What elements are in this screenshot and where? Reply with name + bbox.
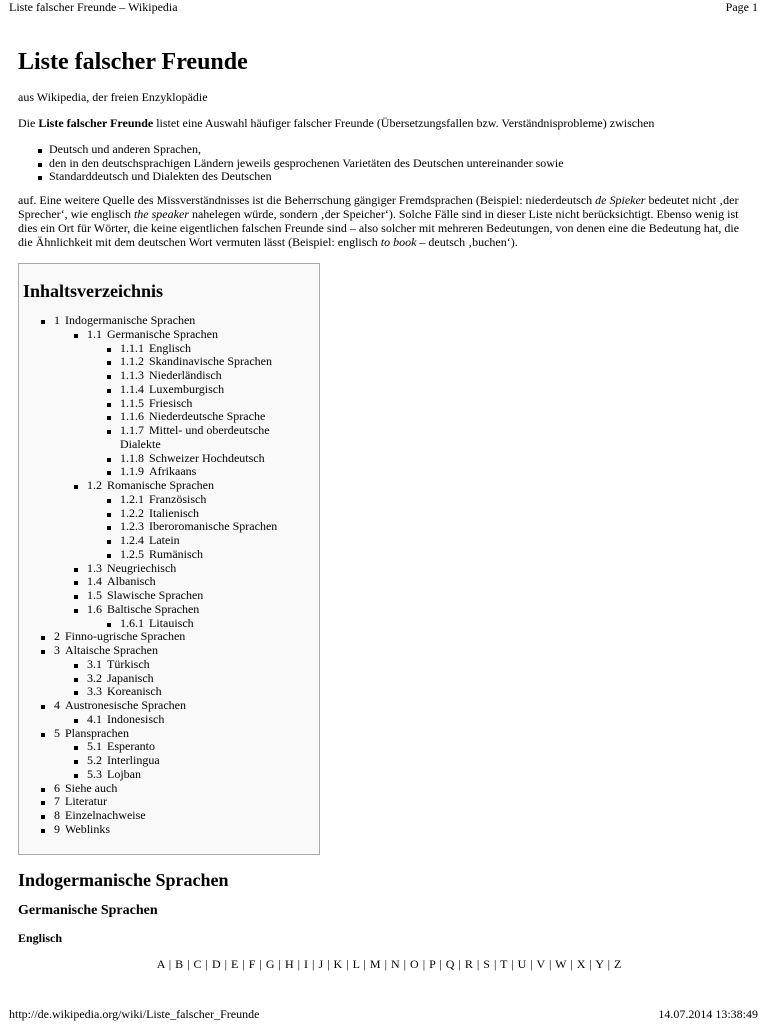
toc-link[interactable]: Mittel- und oberdeutsche Dialekte: [120, 423, 270, 451]
section-heading: Indogermanische Sprachen: [18, 870, 229, 890]
toc-number: 1.1.7: [120, 423, 144, 437]
alphabet-separator: |: [164, 957, 176, 971]
toc-number: 6: [54, 780, 60, 795]
toc-item[interactable]: [74, 603, 311, 631]
alphabet-letter-link[interactable]: K: [333, 957, 343, 971]
toc-link[interactable]: Litauisch: [149, 615, 194, 630]
alphabet-letter-link[interactable]: Z: [613, 957, 622, 971]
alphabet-letter-link[interactable]: L: [352, 957, 360, 971]
toc-item[interactable]: [41, 314, 311, 630]
alphabet-letter-link[interactable]: O: [410, 957, 419, 971]
toc-sublist: [54, 740, 311, 781]
alphabet-separator: |: [544, 957, 556, 971]
toc-sublist: [87, 342, 311, 480]
toc-number: 1.4: [87, 574, 102, 589]
intro-bullet-list: [38, 143, 564, 184]
toc-link[interactable]: Baltische Sprachen: [107, 601, 200, 616]
alphabet-separator: |: [201, 957, 212, 971]
toc-link[interactable]: Türkisch: [107, 656, 150, 671]
alphabet-letter-link[interactable]: W: [555, 957, 567, 971]
toc-number: 1.6: [87, 601, 102, 616]
alphabet-separator: |: [435, 957, 446, 971]
toc-item[interactable]: [107, 507, 311, 521]
toc-link[interactable]: Indonesisch: [107, 711, 165, 726]
intro-suffix: listet eine Auswahl häufiger falscher Freunde (Übersetzungsfallen bzw. Verständnisprobleme) zwischen: [153, 116, 655, 130]
para-text: – deutsch ‚buchen‘).: [416, 235, 518, 249]
toc-list: [41, 314, 311, 837]
toc-item[interactable]: [107, 410, 311, 424]
alphabet-separator: |: [323, 957, 334, 971]
toc-sublist: [87, 493, 311, 562]
toc-item[interactable]: [107, 493, 311, 507]
intro-paragraph: [18, 193, 748, 249]
subsection-heading: Germanische Sprachen: [18, 903, 158, 918]
para-text: auf. Eine weitere Quelle des Missverständnisses ist die Beherrschung gängiger Fremdsprachen (Beispiel: niederdeutsch: [18, 193, 596, 207]
toc-link[interactable]: Einzelnachweise: [65, 808, 146, 822]
toc-link[interactable]: Friesisch: [149, 395, 193, 410]
toc-item[interactable]: [107, 617, 311, 631]
toc-item[interactable]: [41, 630, 311, 644]
toc-item[interactable]: [107, 520, 311, 534]
toc-number: 1.1.3: [120, 368, 144, 382]
toc-item[interactable]: [74, 713, 311, 727]
toc-link[interactable]: Luxemburgisch: [149, 381, 225, 396]
toc-item[interactable]: [107, 424, 311, 452]
alphabet-separator: |: [293, 957, 305, 971]
alphabet-separator: |: [380, 957, 391, 971]
alphabet-separator: |: [238, 957, 249, 971]
alphabet-separator: |: [566, 957, 577, 971]
alphabet-separator: |: [585, 957, 596, 971]
alphabet-letter-link[interactable]: P: [429, 957, 436, 971]
toc-number: 3: [54, 643, 60, 657]
toc-number: 3.2: [87, 670, 102, 685]
toc-link[interactable]: Slawische Sprachen: [107, 588, 204, 602]
alphabet-separator: |: [220, 957, 232, 971]
alphabet-separator: |: [359, 957, 370, 971]
print-header-page: Page 1: [725, 0, 758, 14]
page-tagline: aus Wikipedia, der freien Enzyklopädie: [18, 90, 208, 104]
alphabet-separator: |: [489, 957, 501, 971]
toc-link[interactable]: Interlingua: [107, 753, 160, 767]
toc-link[interactable]: Rumänisch: [149, 546, 203, 561]
toc-item[interactable]: [107, 534, 311, 548]
toc-number: 7: [54, 794, 60, 809]
toc-item[interactable]: [107, 369, 311, 383]
toc-sublist: [54, 658, 311, 699]
toc-item[interactable]: [41, 644, 311, 699]
intro-bold-term: Liste falscher Freunde: [38, 116, 154, 130]
toc-link[interactable]: Afrikaans: [149, 464, 197, 479]
toc-link[interactable]: Neugriechisch: [107, 560, 177, 575]
toc-number: 1.5: [87, 588, 102, 602]
alphabet-letter-link[interactable]: U: [517, 957, 527, 971]
subsubsection-heading: Englisch: [18, 931, 63, 945]
alphabet-letter-link[interactable]: Y: [595, 957, 604, 971]
alphabet-letter-link[interactable]: R: [464, 957, 473, 971]
toc-link[interactable]: Japanisch: [107, 670, 154, 685]
toc-item[interactable]: [41, 699, 311, 727]
alphabet-letter-link[interactable]: T: [500, 957, 508, 971]
toc-item[interactable]: [74, 575, 311, 589]
intro-bullet: Standarddeutsch und Dialekten des Deutschen: [38, 170, 564, 184]
toc-item[interactable]: [74, 685, 311, 699]
toc-item[interactable]: [74, 658, 311, 672]
alphabet-separator: |: [342, 957, 353, 971]
alphabet-letter-link[interactable]: B: [175, 957, 184, 971]
toc-link[interactable]: Niederländisch: [149, 368, 222, 382]
toc-link[interactable]: Weblinks: [65, 821, 111, 836]
toc-number: 3.3: [87, 684, 102, 699]
toc-link[interactable]: Literatur: [65, 794, 107, 809]
toc-number: 1.3: [87, 560, 102, 575]
toc-item[interactable]: [41, 809, 311, 823]
alphabet-separator: |: [308, 957, 319, 971]
alphabet-separator: |: [255, 957, 266, 971]
para-example: to book: [380, 235, 417, 249]
alphabet-separator: |: [183, 957, 194, 971]
toc-item[interactable]: [74, 479, 311, 562]
toc-item[interactable]: [107, 383, 311, 397]
toc-number: 4: [54, 698, 60, 712]
toc-link[interactable]: Romanische Sprachen: [107, 478, 214, 492]
toc-number: 1.1.6: [120, 409, 144, 424]
toc-number: 1.1.9: [120, 464, 144, 479]
toc-number: 1.1: [87, 326, 102, 341]
toc-number: 8: [54, 808, 60, 822]
intro-prefix: Die: [18, 116, 39, 130]
toc-number: 1.1.4: [120, 381, 144, 396]
toc-item[interactable]: [107, 548, 311, 562]
toc-item[interactable]: [74, 589, 311, 603]
alphabet-letter-link[interactable]: F: [248, 957, 256, 971]
alphabet-separator: |: [454, 957, 465, 971]
alphabet-letter-link[interactable]: C: [193, 957, 202, 971]
toc-link[interactable]: Französisch: [149, 491, 207, 506]
alphabet-letter-link[interactable]: X: [576, 957, 586, 971]
alphabet-letter-link[interactable]: D: [211, 957, 221, 971]
toc-link[interactable]: Plansprachen: [65, 725, 129, 740]
toc-link[interactable]: Skandinavische Sprachen: [149, 354, 272, 369]
para-example: the speaker: [133, 207, 189, 221]
toc-item[interactable]: [74, 328, 311, 479]
toc-number: 1.1.5: [120, 395, 144, 410]
toc-number: 1.2.1: [120, 491, 144, 506]
toc-item[interactable]: [107, 342, 311, 356]
toc-item[interactable]: [74, 562, 311, 576]
alphabet-separator: |: [472, 957, 484, 971]
toc-number: 1.1.1: [120, 340, 144, 355]
toc-item[interactable]: [41, 823, 311, 837]
toc-item[interactable]: [107, 355, 311, 369]
toc-link[interactable]: Albanisch: [107, 574, 156, 589]
alphabet-letter-link[interactable]: M: [369, 957, 381, 971]
toc-link[interactable]: Iberoromanische Sprachen: [149, 519, 278, 534]
print-footer-url: http://de.wikipedia.org/wiki/Liste_falscher_Freunde: [9, 1007, 260, 1021]
toc-item[interactable]: [74, 754, 311, 768]
toc-link[interactable]: Niederdeutsche Sprache: [149, 409, 266, 424]
toc-number: 1.2: [87, 478, 102, 492]
toc-link[interactable]: Siehe auch: [65, 780, 118, 795]
alphabet-letter-link[interactable]: E: [231, 957, 239, 971]
para-text: bedeutet nicht ‚der Sprecher‘, wie englisch: [18, 193, 739, 221]
print-footer-timestamp: 14.07.2014 13:38:49: [658, 1007, 758, 1021]
alphabet-letter-link[interactable]: Q: [445, 957, 455, 971]
toc-number: 2: [54, 629, 60, 644]
toc-number: 4.1: [87, 711, 102, 726]
alphabet-separator: |: [526, 957, 537, 971]
toc-sublist: [54, 328, 311, 631]
toc-link[interactable]: Latein: [149, 533, 180, 547]
alphabet-letter-link[interactable]: H: [284, 957, 294, 971]
toc-title: Inhaltsverzeichnis: [23, 281, 164, 301]
toc-number: 5.3: [87, 766, 102, 781]
toc-item[interactable]: [107, 452, 311, 466]
print-header-title: Liste falscher Freunde – Wikipedia: [9, 0, 178, 14]
para-example: de Spieker: [595, 193, 646, 207]
alphabet-letter-link[interactable]: A: [156, 957, 165, 971]
alphabet-separator: |: [399, 957, 411, 971]
toc-link[interactable]: Lojban: [107, 766, 141, 781]
toc-number: 1.1.2: [120, 354, 144, 369]
toc-link[interactable]: Englisch: [149, 340, 191, 355]
para-text: nahelegen würde, sondern ‚der Speicher‘). Solche Fälle sind in dieser Liste nicht berücksichtigt. Ebenso wenig ist dies ein Ort für Wörter, die keine eigentlichen falschen Freunde sind – also solcher mit mehreren Bedeutungen, von denen eine die Bedeutung hat, die die Ähnlichkeit mit dem deutschen Wort vermuten lässt (Beispiel: englisch: [18, 207, 740, 249]
alphabet-separator: |: [418, 957, 430, 971]
toc-link[interactable]: Esperanto: [107, 739, 155, 754]
alphabet-letter-link[interactable]: S: [483, 957, 490, 971]
toc-item[interactable]: [74, 768, 311, 782]
toc-number: 5.2: [87, 753, 102, 767]
toc-number: 5: [54, 725, 60, 740]
toc-number: 9: [54, 821, 60, 836]
toc-sublist: [54, 713, 311, 727]
alphabet-letter-link[interactable]: V: [536, 957, 545, 971]
toc-sublist: [87, 617, 311, 631]
toc-link[interactable]: Indogermanische Sprachen: [65, 313, 196, 327]
page-title: Liste falscher Freunde: [18, 49, 248, 75]
intro-text: [18, 116, 654, 130]
toc-number: 1.2.3: [120, 519, 144, 534]
alphabet-separator: |: [274, 957, 285, 971]
toc-number: 5.1: [87, 739, 102, 754]
toc-item[interactable]: [74, 740, 311, 754]
toc-item[interactable]: [74, 672, 311, 686]
toc-link[interactable]: Germanische Sprachen: [107, 326, 218, 341]
intro-bullet: Deutsch und anderen Sprachen,: [38, 143, 564, 157]
alphabet-separator: |: [603, 957, 614, 971]
toc-number: 1.2.4: [120, 533, 144, 547]
alphabet-letter-link[interactable]: G: [265, 957, 275, 971]
alphabet-letter-link[interactable]: N: [390, 957, 400, 971]
intro-bullet: den in den deutschsprachigen Ländern jeweils gesprochenen Varietäten des Deutschen untereinander sowie: [38, 157, 564, 171]
alphabet-letter-link[interactable]: I: [304, 957, 309, 971]
toc-link[interactable]: Austronesische Sprachen: [65, 698, 186, 712]
toc-link[interactable]: Italienisch: [149, 505, 199, 520]
toc-number: 1.6.1: [120, 615, 144, 630]
toc-item[interactable]: [107, 397, 311, 411]
toc-number: 1: [54, 313, 60, 327]
toc-link[interactable]: Koreanisch: [107, 684, 162, 699]
toc-item[interactable]: [41, 795, 311, 809]
toc-item[interactable]: [107, 465, 311, 479]
toc-item[interactable]: [41, 782, 311, 796]
table-of-contents: [18, 263, 320, 855]
toc-link[interactable]: Finno-ugrische Sprachen: [65, 629, 186, 644]
alphabet-nav: [0, 957, 768, 972]
toc-number: 1.2.2: [120, 505, 144, 520]
alphabet-letter-link[interactable]: J: [318, 957, 324, 971]
toc-link[interactable]: Schweizer Hochdeutsch: [149, 450, 265, 465]
toc-item[interactable]: [41, 727, 311, 782]
alphabet-separator: |: [507, 957, 518, 971]
toc-number: 1.2.5: [120, 546, 144, 561]
toc-link[interactable]: Altaische Sprachen: [65, 643, 158, 657]
toc-number: 3.1: [87, 656, 102, 671]
toc-number: 1.1.8: [120, 450, 144, 465]
